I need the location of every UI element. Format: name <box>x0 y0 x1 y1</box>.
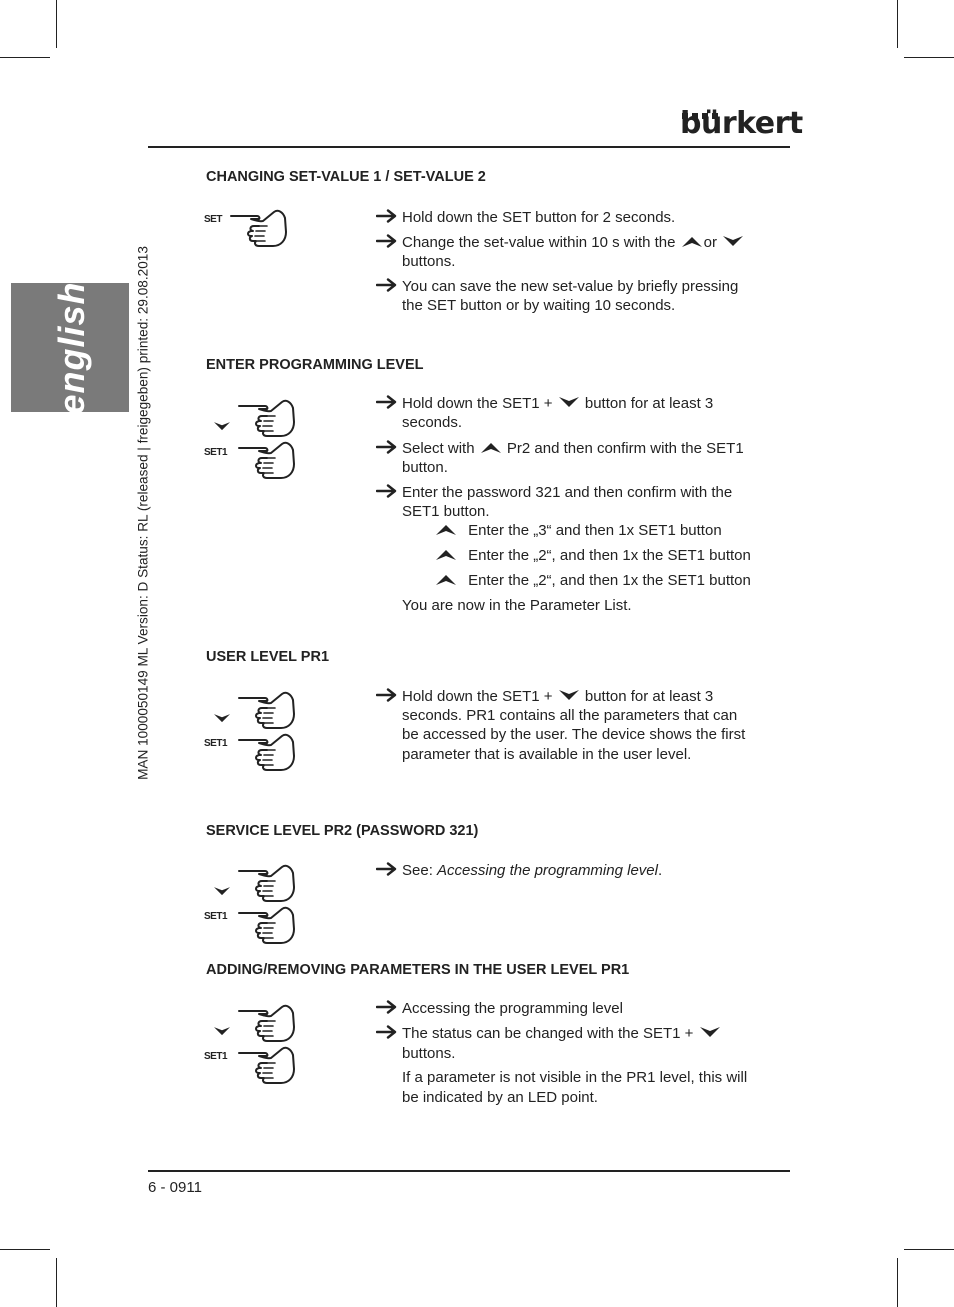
arrow-right-icon <box>376 1025 398 1039</box>
pointing-hand-icon <box>236 438 298 480</box>
instruction-line <box>376 394 713 414</box>
language-tab-label: english <box>51 281 92 415</box>
step-text: Enter the „3“ and then 1x SET1 button <box>468 522 722 539</box>
down-arrow-icon <box>214 422 230 431</box>
instruction-line <box>376 687 713 707</box>
set1-button-label: SET1 <box>204 911 228 922</box>
arrow-right-icon <box>376 395 398 409</box>
document-meta: MAN 1000050149 ML Version: D Status: RL (released | freigegeben) printed: 29.08.2013 <box>135 246 151 780</box>
instruction-line <box>376 999 623 1019</box>
up-arrow-icon <box>481 442 501 453</box>
instruction-text: The status can be changed with the SET1 + <box>402 1025 694 1042</box>
arrow-right-icon <box>376 1000 398 1014</box>
instruction-text: buttons. <box>402 1045 456 1062</box>
crop-mark <box>0 1249 50 1250</box>
logo-text: bürkert <box>680 106 803 141</box>
instruction-text: Pr2 and then confirm with the SET1 <box>506 440 744 457</box>
up-arrow-icon <box>436 524 456 535</box>
section-heading: USER LEVEL PR1 <box>206 649 330 665</box>
pointing-hand-icon <box>236 688 298 730</box>
up-arrow-icon <box>436 549 456 560</box>
set1-button-label: SET1 <box>204 1051 228 1062</box>
instruction-line <box>376 277 738 297</box>
arrow-right-icon <box>376 209 398 223</box>
instruction-text: button. <box>402 459 448 476</box>
section-heading: CHANGING SET-VALUE 1 / SET-VALUE 2 <box>206 169 486 185</box>
up-arrow-icon <box>436 574 456 585</box>
up-arrow-icon <box>682 236 702 247</box>
crop-mark <box>904 1249 954 1250</box>
set-button-label: SET <box>204 214 222 225</box>
crop-mark <box>897 1258 898 1307</box>
note-text: You are now in the Parameter List. <box>402 597 632 614</box>
arrow-right-icon <box>376 234 398 248</box>
instruction-text: . <box>657 862 663 879</box>
instruction-line <box>376 1024 722 1044</box>
pointing-hand-icon <box>236 396 298 438</box>
down-arrow-icon <box>214 714 230 723</box>
down-arrow-icon <box>723 236 743 247</box>
down-arrow-icon <box>214 1027 230 1036</box>
step-line <box>434 522 722 539</box>
instruction-text: See: <box>402 862 433 879</box>
instruction-line <box>376 483 732 503</box>
step-text: Enter the „2“, and then 1x the SET1 button <box>468 547 751 564</box>
crop-mark <box>56 1258 57 1307</box>
instruction-text: Enter the password 321 and then confirm with the <box>402 484 733 501</box>
section-heading: SERVICE LEVEL PR2 (PASSWORD 321) <box>206 823 479 839</box>
instruction-text: or <box>703 234 718 251</box>
instruction-text: Hold down the SET1 + <box>402 395 553 412</box>
instruction-text: Hold down the SET button for 2 seconds. <box>402 209 676 226</box>
instruction-text: parameter that is available in the user level. <box>402 746 692 763</box>
pointing-hand-icon <box>236 1043 298 1085</box>
instruction-text: Select with <box>402 440 475 457</box>
step-text: Enter the „2“, and then 1x the SET1 button <box>468 572 751 589</box>
pointing-hand-icon <box>236 861 298 903</box>
instruction-line <box>376 208 675 228</box>
instruction-text: Accessing the programming level <box>402 1000 623 1017</box>
instruction-text: SET1 button. <box>402 503 490 520</box>
instruction-line <box>376 233 745 253</box>
crop-mark <box>56 0 57 48</box>
section-heading: ADDING/REMOVING PARAMETERS IN THE USER LEVEL PR1 <box>206 962 630 978</box>
down-arrow-icon <box>700 1027 720 1038</box>
instruction-line <box>376 439 744 459</box>
instruction-text: Change the set-value within 10 s with the <box>402 234 676 251</box>
brand-logo <box>680 106 803 141</box>
section-heading: ENTER PROGRAMMING LEVEL <box>206 357 424 373</box>
instruction-text: button for at least 3 <box>584 688 714 705</box>
step-line <box>434 547 751 564</box>
arrow-right-icon <box>376 862 398 876</box>
arrow-right-icon <box>376 440 398 454</box>
instruction-text: the SET button or by waiting 10 seconds. <box>402 297 676 314</box>
pointing-hand-icon <box>236 730 298 772</box>
instruction-text: Hold down the SET1 + <box>402 688 553 705</box>
pointing-hand-icon <box>228 206 290 248</box>
down-arrow-icon <box>214 887 230 896</box>
cross-reference: Accessing the programming level <box>437 862 658 879</box>
footer-rule <box>148 1170 790 1172</box>
arrow-right-icon <box>376 484 398 498</box>
step-line <box>434 572 751 589</box>
pointing-hand-icon <box>236 1001 298 1043</box>
arrow-right-icon <box>376 278 398 292</box>
crop-mark <box>904 57 954 58</box>
arrow-right-icon <box>376 688 398 702</box>
note-text: If a parameter is not visible in the PR1 level, this will <box>402 1069 748 1086</box>
down-arrow-icon <box>559 690 579 701</box>
crop-mark <box>897 0 898 48</box>
set1-button-label: SET1 <box>204 447 228 458</box>
down-arrow-icon <box>559 397 579 408</box>
instruction-line <box>376 861 662 881</box>
page-number: 6 - 0911 <box>148 1179 202 1196</box>
crop-mark <box>0 57 50 58</box>
set1-button-label: SET1 <box>204 738 228 749</box>
instruction-text: You can save the new set-value by briefly pressing <box>402 278 739 295</box>
instruction-text: be accessed by the user. The device shows the first <box>402 726 746 743</box>
instruction-text: buttons. <box>402 253 456 270</box>
header-rule <box>148 146 790 148</box>
instruction-text: seconds. PR1 contains all the parameters that can <box>402 707 738 724</box>
note-text: be indicated by an LED point. <box>402 1089 598 1106</box>
pointing-hand-icon <box>236 903 298 945</box>
instruction-text: button for at least 3 <box>584 395 714 412</box>
instruction-text: seconds. <box>402 414 463 431</box>
